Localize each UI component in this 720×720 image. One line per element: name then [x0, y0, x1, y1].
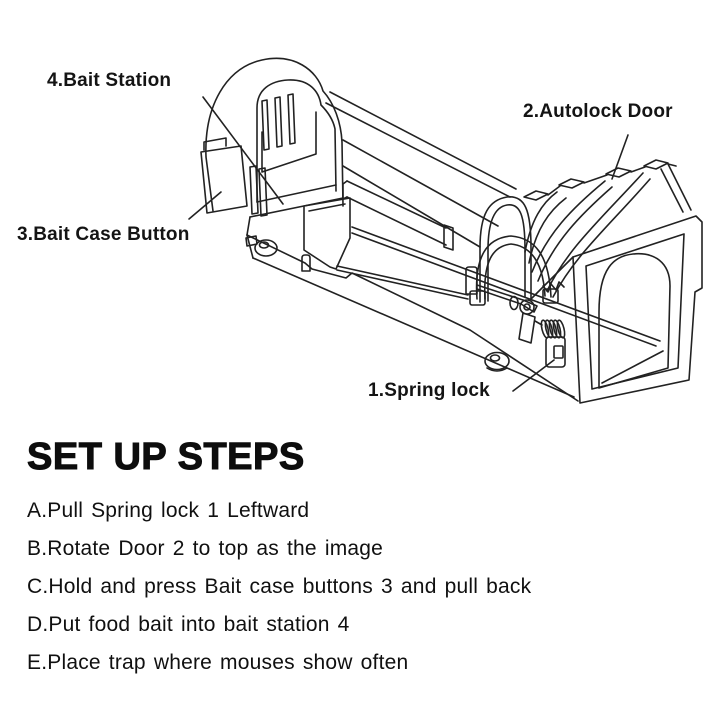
part-label-bait-station: 4.Bait Station	[47, 70, 172, 91]
setup-step-e: E.Place trap where mouses show often	[27, 651, 409, 674]
linkage	[302, 255, 537, 312]
part-label-bait-case-button: 3.Bait Case Button	[17, 224, 190, 245]
leader-autolock-door	[612, 135, 628, 179]
setup-step-c: C.Hold and press Bait case buttons 3 and pull back	[27, 575, 532, 598]
setup-steps-heading: SET UP STEPS	[27, 436, 305, 478]
setup-steps-list	[27, 492, 531, 682]
setup-step-b: B.Rotate Door 2 to top as the image	[27, 537, 384, 560]
setup-step-d: D.Put food bait into bait station 4	[27, 613, 350, 636]
part-label-autolock-door: 2.Autolock Door	[523, 101, 673, 122]
part-label-spring-lock: 1.Spring lock	[368, 380, 490, 401]
bait-station-vents	[262, 94, 295, 150]
setup-step-a: A.Pull Spring lock 1 Leftward	[27, 499, 310, 522]
spring-lock-part	[510, 297, 566, 368]
